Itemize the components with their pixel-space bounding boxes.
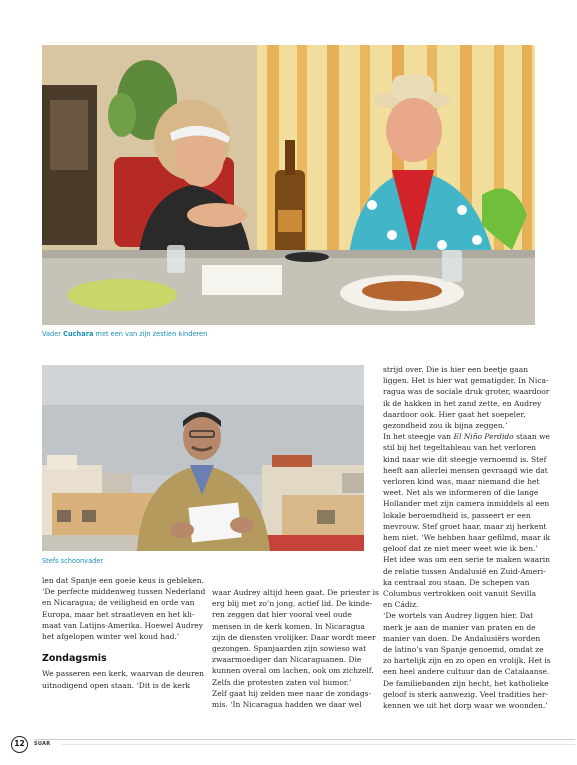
text-line: kind naar wie dit steegje vernoemd is. Stef	[383, 454, 547, 464]
table	[42, 245, 535, 325]
text-line: ren zeggen dat hier vooral veel oude	[212, 610, 352, 620]
text-line: zwaarmoediger dan Nicaraguanen. Die	[212, 655, 362, 665]
column1-bottom-paragraph	[42, 668, 204, 690]
text-column-2	[212, 587, 379, 710]
text-line: Zelf gaat hij zelden mee naar de zondags-	[212, 688, 372, 698]
text-line: heeft aan allerlei mensen gevraagd wie dat	[383, 465, 548, 475]
steeg-italic: El Niño Perdido	[453, 432, 514, 442]
photo2-caption: Stefs schoonvader	[42, 557, 104, 565]
text-line: ik de hakken in het zand zette, en Audrey	[383, 398, 542, 408]
text-line: kunnen overal om lachen, ook om zichzelf.	[212, 666, 374, 676]
text-column-3	[383, 364, 563, 711]
text-line: zijn de diensten vrolijker. Daar wordt meer	[212, 632, 376, 642]
text-line: mis. ‘In Nicaragua hadden we daar wel	[212, 700, 362, 710]
text-line: ‘De wortels van Audrey liggen hier. Dat	[383, 611, 534, 621]
text-line: mensen in de kerk komen. In Nicaragua	[212, 621, 365, 631]
text-line: verloren kind was, maar niemand die het	[383, 477, 540, 487]
photo1-caption	[42, 330, 207, 338]
steeg-post: staan we	[516, 432, 550, 442]
text-line: stil bij het tegeltableau van het verloren	[383, 443, 537, 453]
text-column-1	[42, 575, 206, 691]
page-number: 12	[11, 736, 28, 753]
text-line: We passeren een kerk, waarvan de deuren	[42, 669, 204, 679]
column3-paragraph-a	[383, 364, 563, 431]
family-photo	[42, 45, 535, 325]
footer-rule	[34, 739, 575, 740]
section-heading: Zondagsmis	[42, 653, 107, 665]
text-line: en Nicaragua; de veiligheid en orde van	[42, 598, 195, 608]
text-line: zo hartelijk zijn en zo open en vrolijk. Het is	[383, 656, 551, 666]
text-line: strijd over. Die is hier een beetje gaan	[383, 365, 529, 374]
text-line: len dat Spanje een goeie keus is gebleken.	[42, 576, 204, 585]
text-line: Europa, maar het straatleven en het kli-	[42, 609, 195, 619]
text-line: de relatie tussen Andalusië en Zuid-Ameri-	[383, 566, 546, 576]
column1-top-paragraph	[42, 575, 206, 642]
magazine-logo: SUAR	[34, 741, 51, 747]
caption-name: Cuchara	[63, 330, 94, 338]
steeg-line	[383, 431, 563, 442]
text-line: Zelfs die protesten zaten vol humor.’	[212, 677, 352, 687]
text-line: erg blij met zo’n jong, actief lid. De kinde-	[212, 599, 373, 609]
text-line: maat van Latijns-Amerika. Hoewel Audrey	[42, 620, 203, 630]
text-line: lokale beroemdheid is, passeert er een	[383, 510, 531, 520]
text-line: merk je aan de manier van praten en de	[383, 622, 536, 632]
father-in-law-illustration	[42, 365, 364, 551]
text-line: ‘De perfecte middenweg tussen Nederland	[42, 587, 206, 597]
text-line: waar Audrey altijd heen gaat. De priester is	[212, 588, 379, 597]
family-photo-illustration	[42, 45, 535, 325]
text-line: en Cádiz.	[383, 600, 419, 610]
text-line: uitnodigend open staan. ‘Dit is de kerk	[42, 680, 190, 690]
text-line: Hollander met zijn camera inmiddels al een	[383, 499, 550, 509]
text-line: De familiebanden zijn hecht, het katholieke	[383, 678, 549, 688]
text-line: mevrouw. Stef groet haar, maar zij herkent	[383, 521, 547, 531]
caption-rest: met een van zijn zestien kinderen	[95, 330, 208, 338]
text-line: het afgelopen winter wel koud had.’	[42, 632, 180, 642]
text-line: geloof dat ze niet meer weet wie ik ben.’	[383, 544, 538, 554]
text-line: Columbus vertrokken ooit vanuit Sevilla	[383, 589, 537, 599]
text-line: de latino’s van Spanje genoemd, omdat ze	[383, 645, 544, 655]
text-line: liggen. Het is hier wat gematigder. In Nica-	[383, 376, 549, 386]
text-line: een heel andere cultuur dan de Catalaanse.	[383, 667, 550, 677]
text-line: manier van doen. De Andalusiërs worden	[383, 633, 541, 643]
text-line: kennen we uit het dorp waar we woonden.’	[383, 701, 548, 711]
text-line: weet. Net als we informeren of die lange	[383, 488, 539, 498]
column2-paragraph	[212, 587, 379, 710]
caption-prefix: Vader	[42, 330, 61, 338]
column3-paragraph-b	[383, 442, 563, 711]
steeg-pre: In het steegje van	[383, 432, 452, 442]
father-in-law-photo	[42, 365, 364, 551]
text-line: gezongen. Spanjaarden zijn sowieso wat	[212, 644, 367, 654]
text-line: ragua was de sociale druk groter, waardoor	[383, 387, 550, 397]
text-line: ka centraal zou staan. De schepen van	[383, 577, 530, 587]
text-line: gezondheid zou ik bijna zeggen.’	[383, 421, 508, 431]
text-line: hem niet. ‘We hebben haar gefilmd, maar ik	[383, 533, 551, 543]
text-line: daardoor ook. Hier gaat het soepeler,	[383, 409, 526, 419]
text-line: Het idee was om een serie te maken waarin	[383, 555, 550, 565]
footer-rule-secondary	[62, 744, 575, 745]
text-line: geloof is sterk aanwezig. Veel tradities her-	[383, 689, 548, 699]
